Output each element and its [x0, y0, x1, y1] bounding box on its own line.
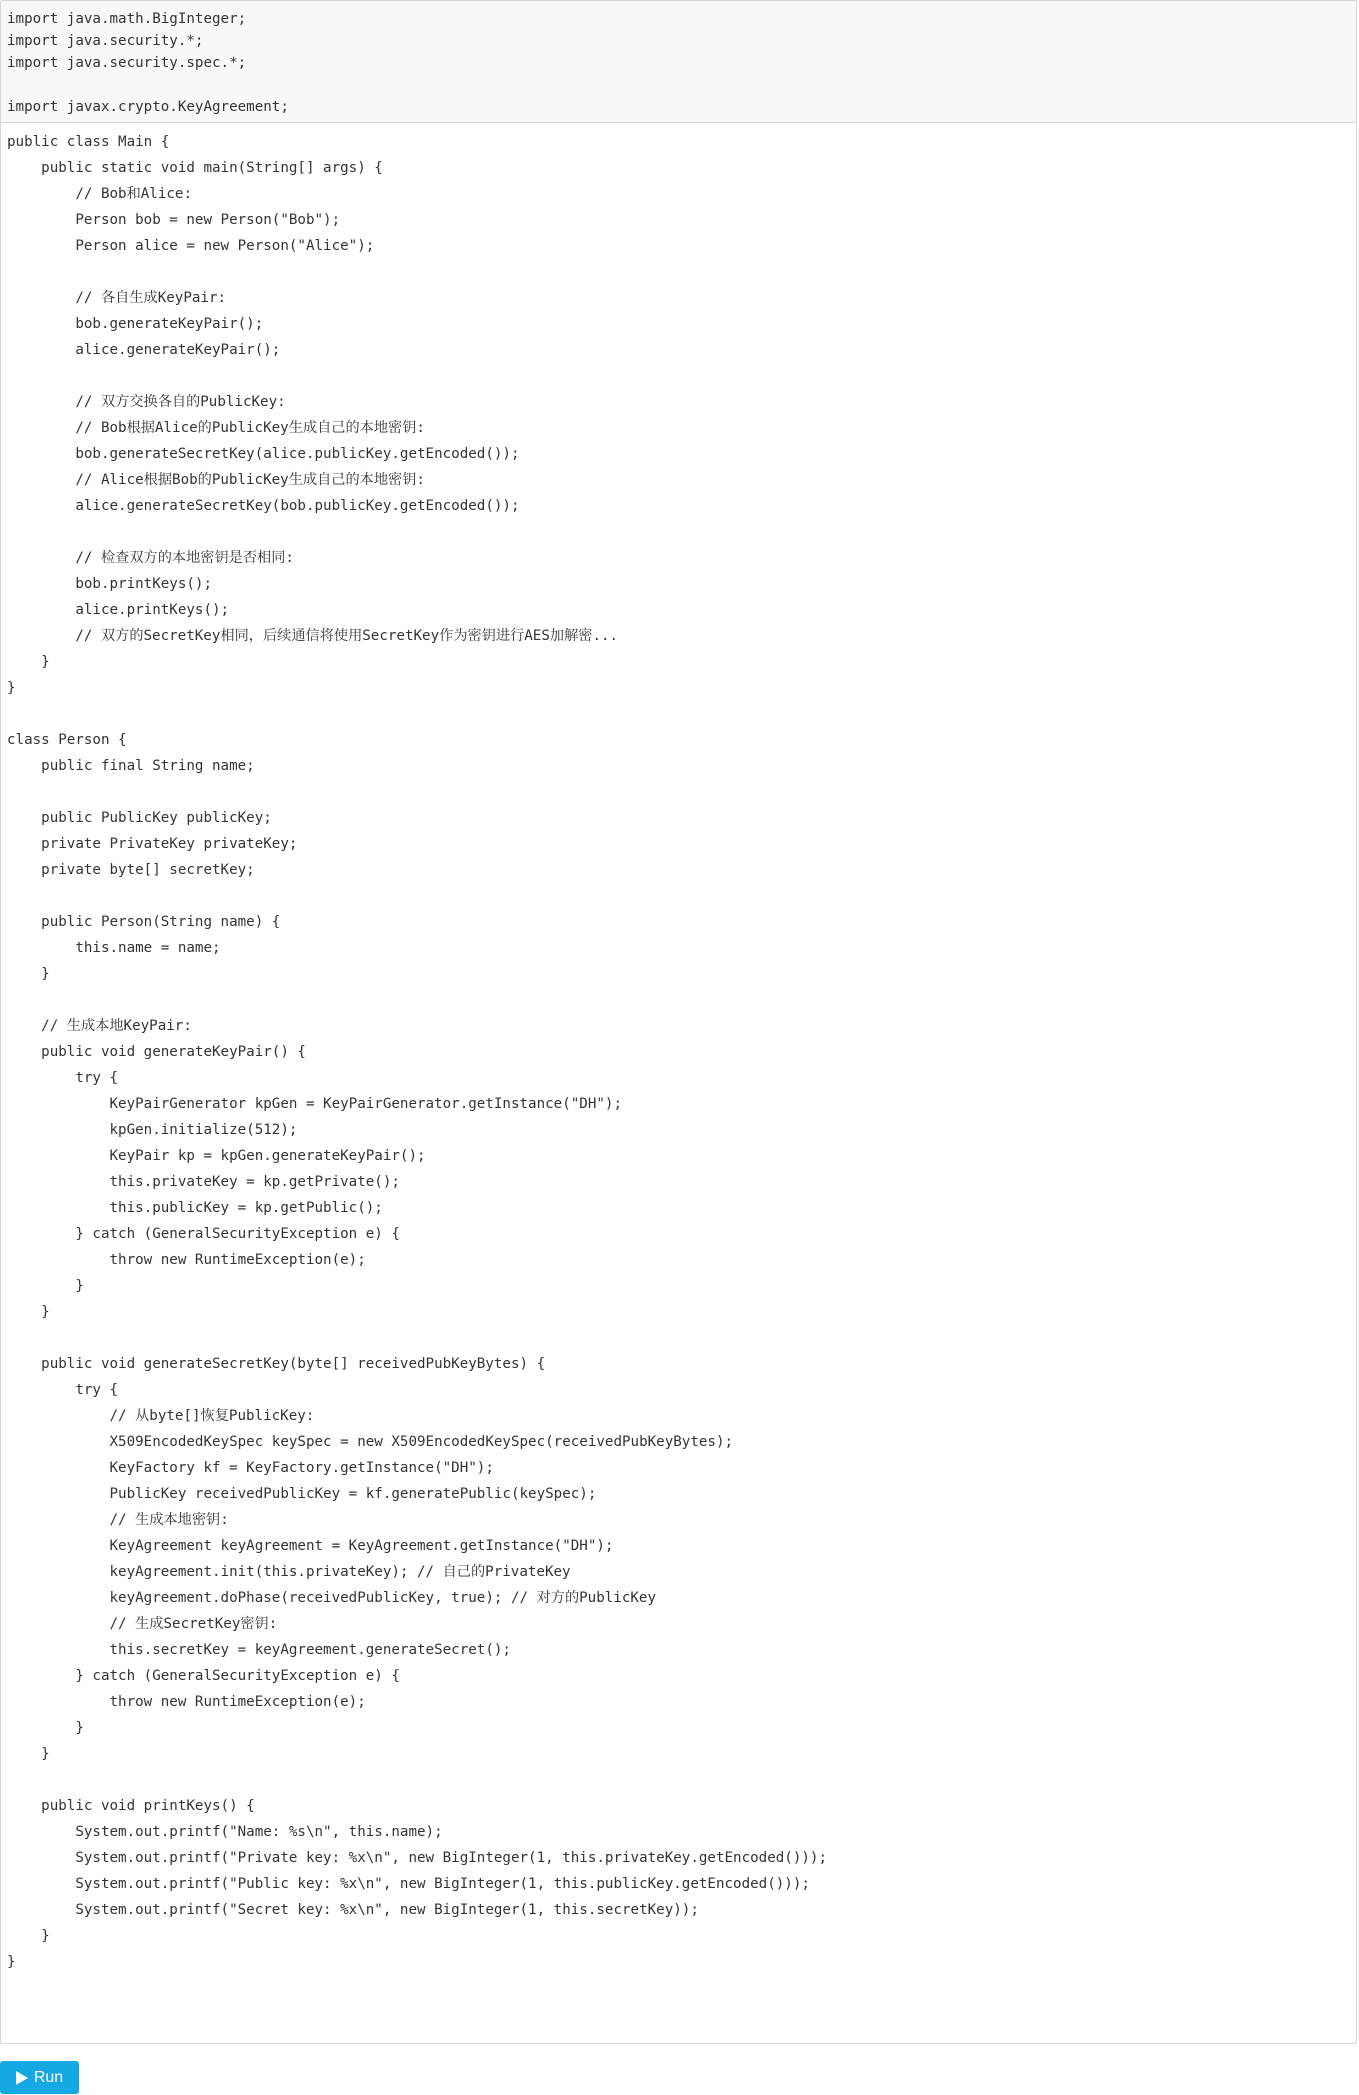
code-body[interactable]	[1, 129, 1356, 1975]
code-line: // 检查双方的本地密钥是否相同:	[7, 550, 294, 566]
code-line: // Alice根据Bob的PublicKey生成自己的本地密钥:	[7, 472, 425, 488]
code-line: this.name = name;	[7, 940, 221, 956]
code-line: public void generateKeyPair() {	[7, 1044, 306, 1060]
code-line: }	[7, 1746, 50, 1762]
code-line: try {	[7, 1070, 119, 1086]
code-line	[1, 987, 1356, 1013]
code-line: }	[7, 1278, 84, 1294]
code-line: public void generateSecretKey(byte[] receivedPubKeyBytes) {	[7, 1356, 546, 1372]
code-line: KeyFactory kf = KeyFactory.getInstance("DH");	[7, 1460, 494, 1476]
code-line: System.out.printf("Name: %s\n", this.name);	[7, 1824, 443, 1840]
code-line: Person alice = new Person("Alice");	[7, 238, 375, 254]
code-line: try {	[7, 1382, 119, 1398]
code-line	[1, 779, 1356, 805]
code-line: System.out.printf("Private key: %x\n", new BigInteger(1, this.privateKey.getEncoded()));	[7, 1850, 827, 1866]
code-line: public PublicKey publicKey;	[7, 810, 272, 826]
code-line: private byte[] secretKey;	[7, 862, 255, 878]
code-line: throw new RuntimeException(e);	[7, 1252, 366, 1268]
code-line: Person bob = new Person("Bob");	[7, 212, 341, 228]
code-line: this.publicKey = kp.getPublic();	[7, 1200, 383, 1216]
header-code-line: import javax.crypto.KeyAgreement;	[7, 99, 289, 115]
code-line	[1, 883, 1356, 909]
code-line: }	[7, 1954, 16, 1970]
code-line: // 生成本地密钥:	[7, 1512, 229, 1528]
code-line: kpGen.initialize(512);	[7, 1122, 298, 1138]
code-line: PublicKey receivedPublicKey = kf.generatePublic(keySpec);	[7, 1486, 597, 1502]
code-line: }	[7, 966, 50, 982]
run-button-label: Run	[33, 2068, 64, 2086]
code-line: // 各自生成KeyPair:	[7, 290, 227, 306]
readonly-header	[1, 1, 1356, 123]
code-line	[1, 363, 1356, 389]
code-line	[1, 1767, 1356, 1793]
code-line: this.privateKey = kp.getPrivate();	[7, 1174, 400, 1190]
code-line: } catch (GeneralSecurityException e) {	[7, 1226, 400, 1242]
code-line: alice.printKeys();	[7, 602, 230, 618]
code-line: }	[7, 1304, 50, 1320]
code-line: System.out.printf("Secret key: %x\n", new BigInteger(1, this.secretKey));	[7, 1902, 699, 1918]
code-line: class Person {	[7, 732, 127, 748]
code-line: bob.generateKeyPair();	[7, 316, 264, 332]
code-line	[1, 519, 1356, 545]
code-line: // Bob和Alice:	[7, 186, 193, 202]
run-button[interactable]	[0, 2061, 79, 2094]
code-line: // 从byte[]恢复PublicKey:	[7, 1408, 315, 1424]
code-line: keyAgreement.init(this.privateKey); // 自己的PrivateKey	[7, 1564, 571, 1580]
code-line: }	[7, 680, 16, 696]
code-line: // 生成SecretKey密钥:	[7, 1616, 278, 1632]
code-line: // 生成本地KeyPair:	[7, 1018, 192, 1034]
code-line: KeyPair kp = kpGen.generateKeyPair();	[7, 1148, 426, 1164]
code-line: KeyPairGenerator kpGen = KeyPairGenerator.getInstance("DH");	[7, 1096, 622, 1112]
code-line: } catch (GeneralSecurityException e) {	[7, 1668, 400, 1684]
code-line: public final String name;	[7, 758, 255, 774]
code-line: }	[7, 654, 50, 670]
header-code-line	[1, 74, 1356, 96]
code-line: public Person(String name) {	[7, 914, 281, 930]
code-line: this.secretKey = keyAgreement.generateSecret();	[7, 1642, 511, 1658]
code-line: keyAgreement.doPhase(receivedPublicKey, true); // 对方的PublicKey	[7, 1590, 657, 1606]
play-icon	[16, 2071, 28, 2085]
header-code-line: import java.security.spec.*;	[7, 55, 247, 71]
header-code-line: import java.math.BigInteger;	[7, 11, 247, 27]
code-line: public void printKeys() {	[7, 1798, 255, 1814]
code-line: KeyAgreement keyAgreement = KeyAgreement.getInstance("DH");	[7, 1538, 614, 1554]
code-line: // 双方交换各自的PublicKey:	[7, 394, 286, 410]
code-line: }	[7, 1720, 84, 1736]
header-code-line: import java.security.*;	[7, 33, 204, 49]
code-line: // 双方的SecretKey相同，后续通信将使用SecretKey作为密钥进行AES加解密...	[7, 628, 619, 644]
code-line: bob.printKeys();	[7, 576, 212, 592]
code-line: alice.generateSecretKey(bob.publicKey.getEncoded());	[7, 498, 520, 514]
code-line: bob.generateSecretKey(alice.publicKey.getEncoded());	[7, 446, 520, 462]
code-line: private PrivateKey privateKey;	[7, 836, 298, 852]
code-line: // Bob根据Alice的PublicKey生成自己的本地密钥:	[7, 420, 425, 436]
code-line: X509EncodedKeySpec keySpec = new X509EncodedKeySpec(receivedPubKeyBytes);	[7, 1434, 734, 1450]
code-line: System.out.printf("Public key: %x\n", new BigInteger(1, this.publicKey.getEncoded()));	[7, 1876, 810, 1892]
code-line	[1, 259, 1356, 285]
code-line: }	[7, 1928, 50, 1944]
code-line: alice.generateKeyPair();	[7, 342, 281, 358]
code-line: public static void main(String[] args) {	[7, 160, 383, 176]
code-line: throw new RuntimeException(e);	[7, 1694, 366, 1710]
code-line	[1, 1325, 1356, 1351]
code-line	[1, 701, 1356, 727]
code-line: public class Main {	[7, 134, 170, 150]
